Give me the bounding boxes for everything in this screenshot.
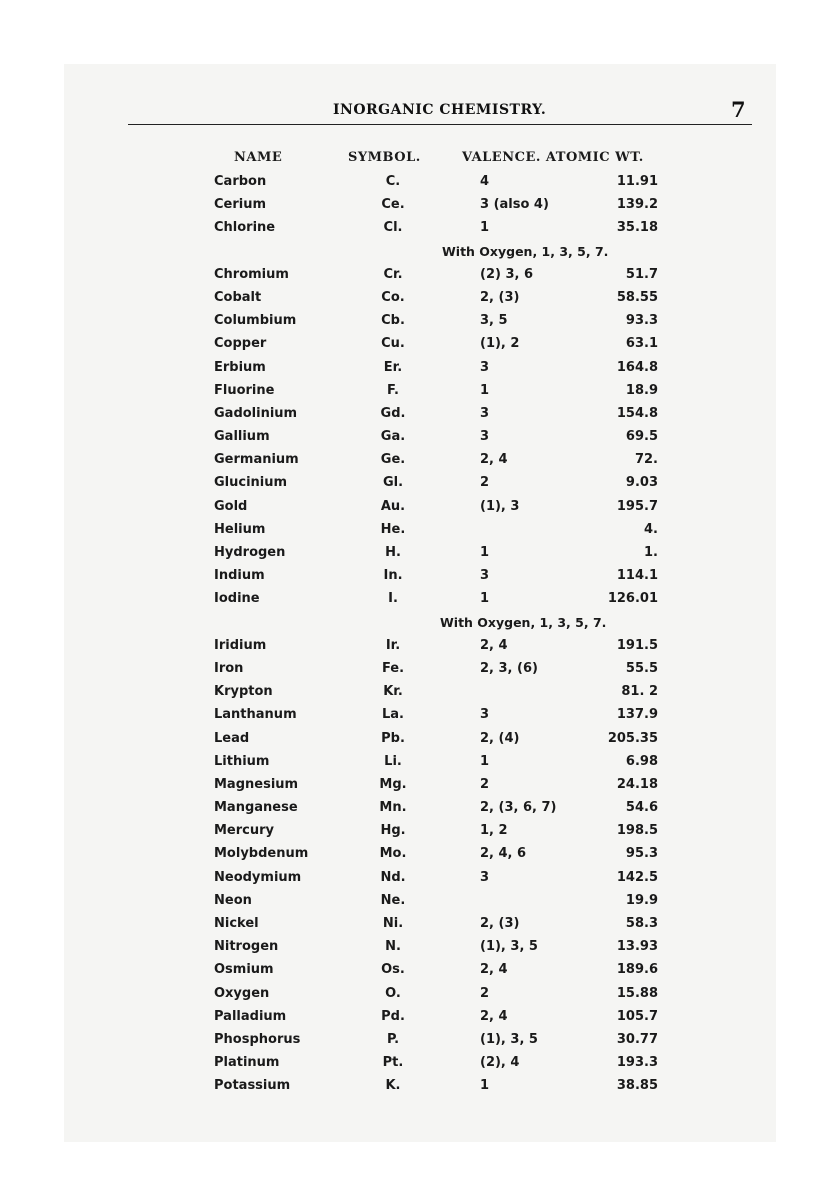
element-symbol: Cb.	[381, 313, 405, 329]
table-row	[210, 332, 670, 355]
element-name: Krypton	[214, 684, 273, 700]
element-valence: 2, (3)	[480, 289, 520, 305]
table-row	[210, 193, 670, 216]
element-valence: 3, 5	[480, 313, 508, 329]
element-symbol: Gl.	[382, 475, 404, 491]
element-symbol: Ge.	[380, 452, 406, 468]
element-atomic-weight: 4.	[644, 521, 658, 537]
element-valence: 1	[480, 382, 490, 398]
running-title: INORGANIC CHEMISTRY.	[333, 102, 547, 118]
table-row	[210, 379, 670, 402]
column-header-name: NAME	[234, 150, 283, 165]
element-name: Neodymium	[214, 869, 302, 885]
element-atomic-weight: 38.85	[616, 1078, 658, 1094]
element-valence: 1, 2	[480, 823, 508, 839]
element-name: Lanthanum	[214, 707, 297, 723]
element-symbol: Os.	[381, 962, 405, 978]
table-row	[210, 935, 670, 958]
element-atomic-weight: 193.3	[616, 1055, 658, 1071]
element-atomic-weight: 30.77	[616, 1031, 658, 1047]
element-valence: 2	[480, 985, 490, 1001]
element-name: Lead	[214, 730, 250, 746]
element-valence: 3	[480, 568, 490, 584]
element-name: Nickel	[214, 916, 259, 931]
element-atomic-weight: 24.18	[616, 776, 658, 792]
element-name: Glucinium	[214, 475, 288, 491]
element-symbol: Ga.	[380, 429, 406, 445]
element-symbol: H.	[385, 545, 401, 560]
element-valence: 3	[480, 869, 490, 885]
element-atomic-weight: 11.91	[616, 174, 658, 189]
element-symbol: Mn.	[379, 800, 407, 816]
table-row	[210, 170, 670, 193]
element-symbol: C.	[385, 174, 401, 189]
table-row	[210, 703, 670, 726]
element-valence: 1	[480, 591, 490, 607]
element-name: Chromium	[214, 266, 289, 282]
element-symbol: He.	[380, 521, 406, 537]
element-atomic-weight: 58.55	[616, 289, 658, 305]
element-symbol: Pb.	[381, 730, 405, 746]
element-name: Mercury	[214, 823, 275, 839]
table-row	[210, 680, 670, 703]
element-symbol: Mo.	[379, 846, 407, 862]
element-valence: 2, 4	[480, 452, 508, 468]
element-atomic-weight: 13.93	[616, 939, 658, 955]
table-row	[210, 1074, 670, 1097]
note-text: With Oxygen, 1, 3, 5, 7.	[440, 614, 607, 630]
element-valence: 2, 3, (6)	[480, 660, 538, 676]
table-row	[210, 727, 670, 750]
element-atomic-weight: 195.7	[616, 498, 658, 514]
element-valence: 4	[480, 174, 490, 189]
table-body	[210, 170, 670, 1098]
running-head	[0, 97, 840, 127]
element-valence: 3	[480, 429, 490, 445]
table-row	[210, 541, 670, 564]
oxygen-valence-note	[210, 611, 670, 634]
element-symbol: Ir.	[385, 637, 401, 653]
element-valence: 2, 4, 6	[480, 846, 527, 862]
note-text: With Oxygen, 1, 3, 5, 7.	[442, 243, 609, 259]
element-name: Lithium	[214, 753, 270, 769]
element-valence: 2, (4)	[480, 730, 520, 746]
element-symbol: La.	[382, 707, 404, 723]
element-valence: 3 (also 4)	[480, 197, 549, 213]
element-name: Chlorine	[214, 220, 276, 236]
element-symbol: Pt.	[382, 1055, 404, 1071]
element-name: Iodine	[214, 591, 260, 607]
element-valence: 2, 4	[480, 1008, 508, 1024]
element-atomic-weight: 164.8	[616, 359, 658, 375]
element-valence: 2, (3, 6, 7)	[480, 800, 557, 816]
element-name: Cobalt	[214, 289, 262, 305]
element-atomic-weight: 191.5	[616, 637, 658, 653]
element-name: Cerium	[214, 197, 267, 213]
element-name: Iridium	[214, 637, 267, 653]
element-symbol: Co.	[381, 289, 405, 305]
column-headers	[210, 150, 670, 170]
table-row	[210, 773, 670, 796]
element-name: Germanium	[214, 452, 299, 468]
element-valence: (1), 3, 5	[480, 1031, 538, 1047]
element-valence: 2	[480, 475, 490, 491]
oxygen-valence-note	[210, 240, 670, 263]
column-header-symbol: SYMBOL.	[348, 150, 421, 165]
element-name: Neon	[214, 892, 252, 908]
element-name: Potassium	[214, 1078, 291, 1094]
table-row	[210, 356, 670, 379]
element-symbol: Ne.	[380, 892, 406, 908]
table-row	[210, 286, 670, 309]
element-valence: (1), 3	[480, 498, 520, 514]
element-atomic-weight: 198.5	[616, 823, 658, 839]
table-row	[210, 309, 670, 332]
element-name: Copper	[214, 336, 267, 352]
table-row	[210, 471, 670, 494]
element-symbol: Nd.	[380, 869, 406, 885]
element-atomic-weight: 105.7	[616, 1008, 658, 1024]
element-valence: (1), 3, 5	[480, 939, 538, 955]
element-symbol: Au.	[380, 498, 406, 514]
element-name: Phosphorus	[214, 1031, 301, 1047]
table-row	[210, 796, 670, 819]
element-symbol: F.	[387, 382, 399, 398]
element-atomic-weight: 114.1	[616, 568, 658, 584]
table-row	[210, 587, 670, 610]
table-row	[210, 448, 670, 471]
element-name: Hydrogen	[214, 545, 286, 560]
element-name: Carbon	[214, 174, 267, 189]
table-row	[210, 1051, 670, 1074]
element-name: Molybdenum	[214, 846, 309, 862]
element-symbol: In.	[383, 568, 403, 584]
element-name: Gold	[214, 498, 248, 514]
element-valence: 1	[480, 545, 490, 560]
element-name: Erbium	[214, 359, 266, 375]
table-row	[210, 982, 670, 1005]
table-row	[210, 842, 670, 865]
element-symbol: Cl.	[383, 220, 403, 236]
element-atomic-weight: 69.5	[625, 429, 658, 445]
table-row	[210, 518, 670, 541]
element-symbol: Pd.	[381, 1008, 405, 1024]
element-valence: 2	[480, 776, 490, 792]
element-name: Columbium	[214, 313, 297, 329]
element-atomic-weight: 58.3	[625, 916, 658, 931]
element-atomic-weight: 139.2	[616, 197, 658, 213]
element-name: Gadolinium	[214, 405, 298, 421]
element-name: Palladium	[214, 1008, 287, 1024]
element-symbol: Mg.	[379, 776, 407, 792]
element-symbol: Er.	[383, 359, 403, 375]
element-name: Helium	[214, 521, 266, 537]
element-valence: 2, 4	[480, 962, 508, 978]
element-name: Oxygen	[214, 985, 270, 1001]
element-valence: 1	[480, 753, 490, 769]
header-rule	[128, 124, 752, 125]
table-row	[210, 912, 670, 935]
element-valence: 2, 4	[480, 637, 508, 653]
element-name: Iron	[214, 660, 244, 676]
element-atomic-weight: 54.6	[625, 800, 658, 816]
element-name: Manganese	[214, 800, 298, 816]
table-row	[210, 889, 670, 912]
element-valence: 1	[480, 220, 490, 236]
element-valence: 1	[480, 1078, 490, 1094]
table-row	[210, 657, 670, 680]
element-name: Nitrogen	[214, 939, 279, 955]
element-atomic-weight: 18.9	[625, 382, 658, 398]
column-header-valence-atomic-wt: VALENCE. ATOMIC WT.	[462, 150, 644, 165]
table-row	[210, 216, 670, 239]
element-atomic-weight: 189.6	[616, 962, 658, 978]
element-symbol: Hg.	[380, 823, 406, 839]
element-valence: 3	[480, 359, 490, 375]
element-atomic-weight: 137.9	[616, 707, 658, 723]
table-row	[210, 750, 670, 773]
element-atomic-weight: 35.18	[616, 220, 658, 236]
table-row	[210, 819, 670, 842]
element-atomic-weight: 1.	[644, 545, 658, 560]
element-symbol: Gd.	[380, 405, 406, 421]
table-row	[210, 1005, 670, 1028]
element-symbol: Cr.	[383, 266, 403, 282]
element-symbol: Li.	[384, 753, 402, 769]
element-atomic-weight: 93.3	[625, 313, 658, 329]
element-atomic-weight: 15.88	[616, 985, 658, 1001]
element-atomic-weight: 72.	[634, 452, 658, 468]
element-symbol: Ce.	[381, 197, 405, 213]
table-row	[210, 425, 670, 448]
table-row	[210, 495, 670, 518]
element-atomic-weight: 142.5	[616, 869, 658, 885]
element-atomic-weight: 63.1	[625, 336, 658, 352]
element-name: Fluorine	[214, 382, 275, 398]
element-atomic-weight: 126.01	[607, 591, 658, 607]
table-row	[210, 564, 670, 587]
element-atomic-weight: 154.8	[616, 405, 658, 421]
table-row	[210, 402, 670, 425]
element-symbol: Cu.	[381, 336, 405, 352]
table-row	[210, 866, 670, 889]
element-symbol: K.	[385, 1078, 401, 1094]
elements-table	[210, 150, 670, 1098]
element-valence: 3	[480, 405, 490, 421]
table-row	[210, 263, 670, 286]
element-name: Osmium	[214, 962, 274, 978]
element-name: Indium	[214, 568, 265, 584]
element-name: Gallium	[214, 429, 270, 445]
element-atomic-weight: 55.5	[625, 660, 658, 676]
element-name: Platinum	[214, 1055, 280, 1071]
element-valence: 3	[480, 707, 490, 723]
table-row	[210, 634, 670, 657]
element-symbol: Ni.	[382, 916, 404, 931]
table-row	[210, 1028, 670, 1051]
element-name: Magnesium	[214, 776, 299, 792]
element-atomic-weight: 95.3	[625, 846, 658, 862]
element-symbol: Kr.	[383, 684, 403, 700]
element-valence: (1), 2	[480, 336, 520, 352]
element-atomic-weight: 19.9	[625, 892, 658, 908]
element-atomic-weight: 9.03	[625, 475, 658, 491]
element-valence: 2, (3)	[480, 916, 520, 931]
element-valence: (2) 3, 6	[480, 266, 534, 282]
element-valence: (2), 4	[480, 1055, 520, 1071]
element-symbol: P.	[386, 1031, 400, 1047]
element-atomic-weight: 205.35	[607, 730, 658, 746]
element-symbol: N.	[385, 939, 401, 955]
element-atomic-weight: 81. 2	[621, 684, 658, 700]
element-symbol: I.	[388, 591, 398, 607]
element-atomic-weight: 51.7	[625, 266, 658, 282]
table-row	[210, 958, 670, 981]
element-atomic-weight: 6.98	[625, 753, 658, 769]
element-symbol: Fe.	[381, 660, 405, 676]
page-number: 7	[731, 97, 746, 122]
element-symbol: O.	[385, 985, 401, 1001]
